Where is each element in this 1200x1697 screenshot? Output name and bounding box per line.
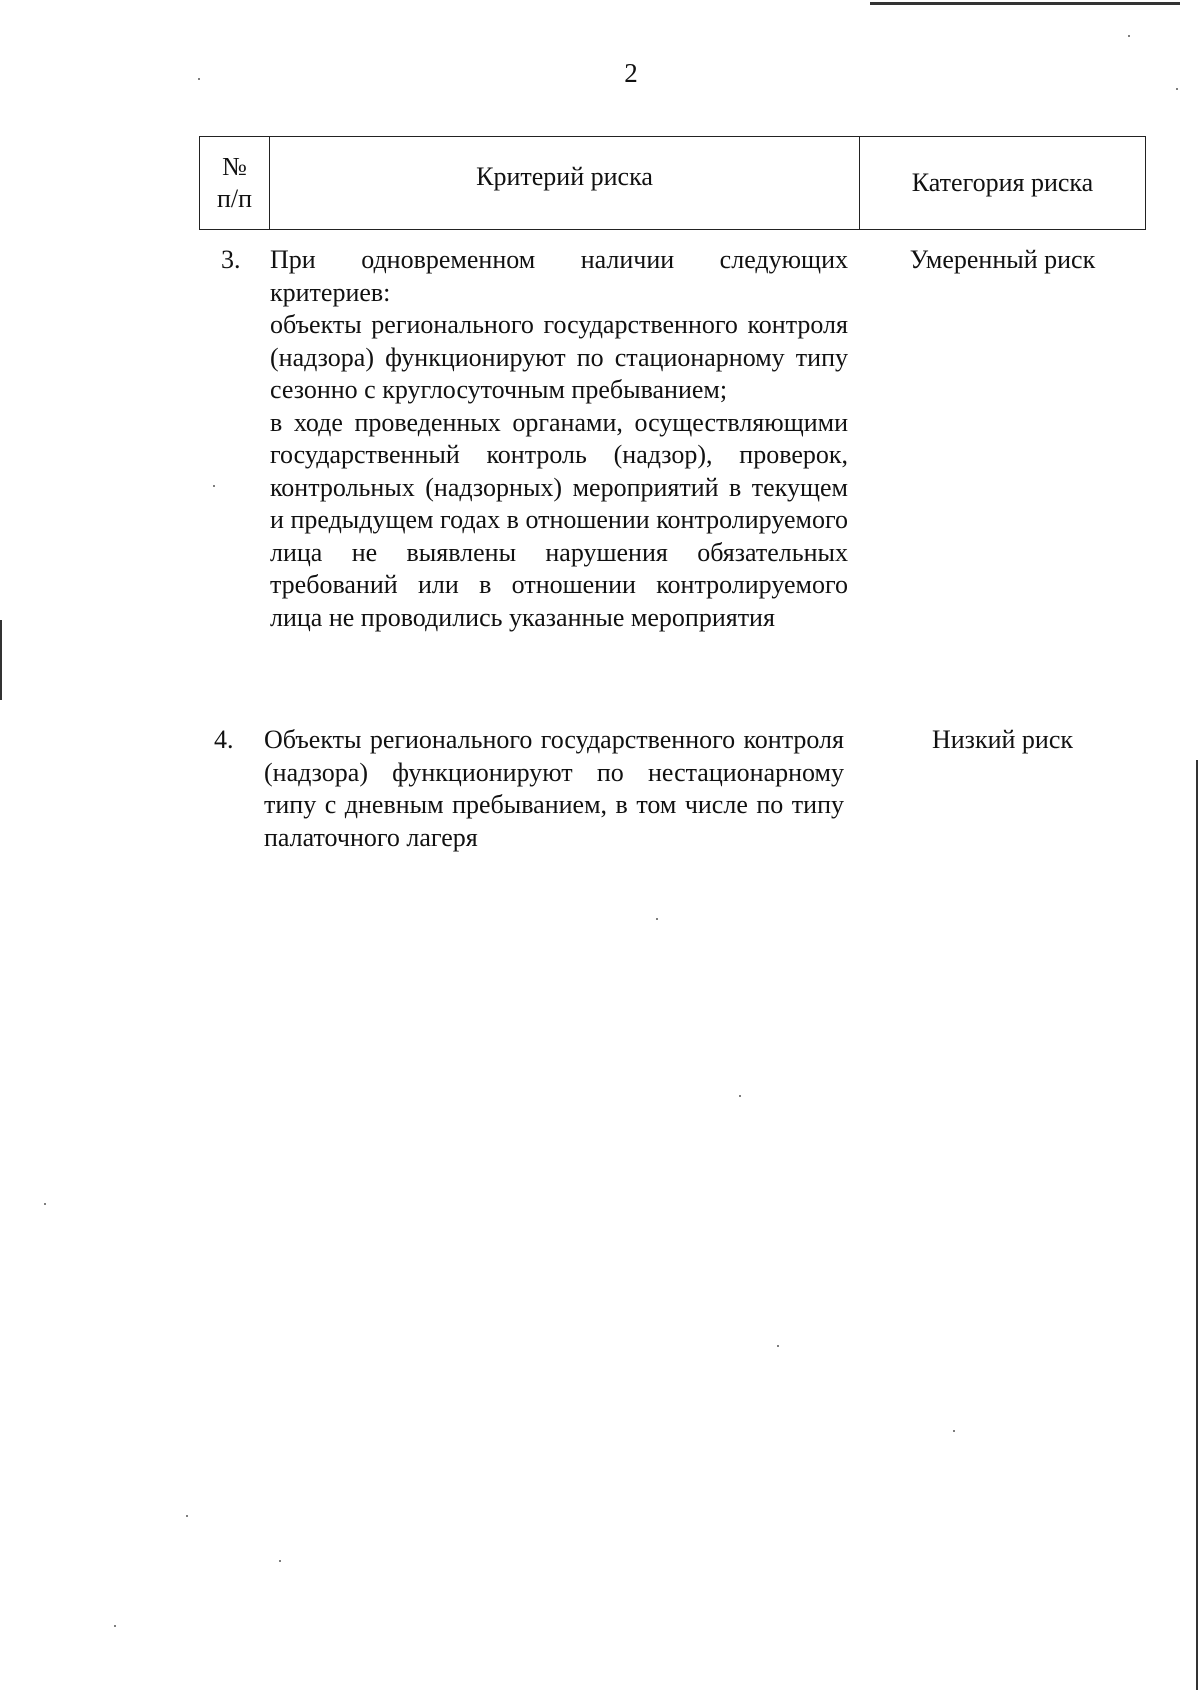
criterion-paragraph: объекты регионального государственного контроля (надзора) функционируют по стационарному типу сезонно с круглосуточным пребыванием; [270, 310, 848, 404]
scan-speck [114, 1625, 116, 1627]
scan-edge-line-top [870, 2, 1180, 5]
row-criterion [264, 724, 844, 854]
scan-speck [279, 1560, 281, 1562]
criterion-paragraph: в ходе проведенных органами, осуществляющими государственный контроль (надзор), проверок, контрольных (надзорных) мероприятий в текущем и предыдущем годах в отношении контролируемого лица не выявлены нарушения обязательных требований или в отношении контролируемого лица не проводились указанные мероприятия [270, 407, 848, 632]
scan-speck [953, 1430, 955, 1432]
scan-speck [1176, 88, 1178, 90]
table-header-row [200, 137, 1146, 230]
page-number: 2 [624, 58, 638, 88]
scan-speck [186, 1515, 188, 1517]
scan-speck [777, 1345, 779, 1347]
scan-speck [198, 78, 200, 80]
row-category: Умеренный риск [909, 245, 1096, 274]
scan-speck [656, 918, 658, 920]
header-category-label: Категория риска [911, 168, 1094, 197]
header-number-label: № п/п [216, 152, 253, 213]
row-number: 4. [214, 725, 234, 754]
criterion-paragraph: При одновременном наличии следующих критериев: [270, 245, 848, 307]
risk-table-header [199, 136, 1146, 230]
row-criterion [270, 244, 848, 634]
header-number [200, 137, 270, 230]
header-criterion [270, 137, 860, 230]
header-category [860, 137, 1146, 230]
scan-speck [739, 1095, 741, 1097]
row-number: 3. [221, 245, 241, 274]
scan-edge-line-right [1196, 760, 1198, 1690]
scan-speck [213, 485, 215, 487]
scan-edge-line-left [0, 620, 2, 700]
header-criterion-label: Критерий риска [476, 162, 653, 191]
row-category: Низкий риск [931, 725, 1073, 754]
criterion-paragraph: Объекты регионального государственного контроля (надзора) функционируют по нестационарному типу с дневным пребыванием, в том числе по типу палаточного лагеря [264, 725, 844, 852]
scan-speck [1128, 35, 1130, 37]
scan-speck [44, 1203, 46, 1205]
